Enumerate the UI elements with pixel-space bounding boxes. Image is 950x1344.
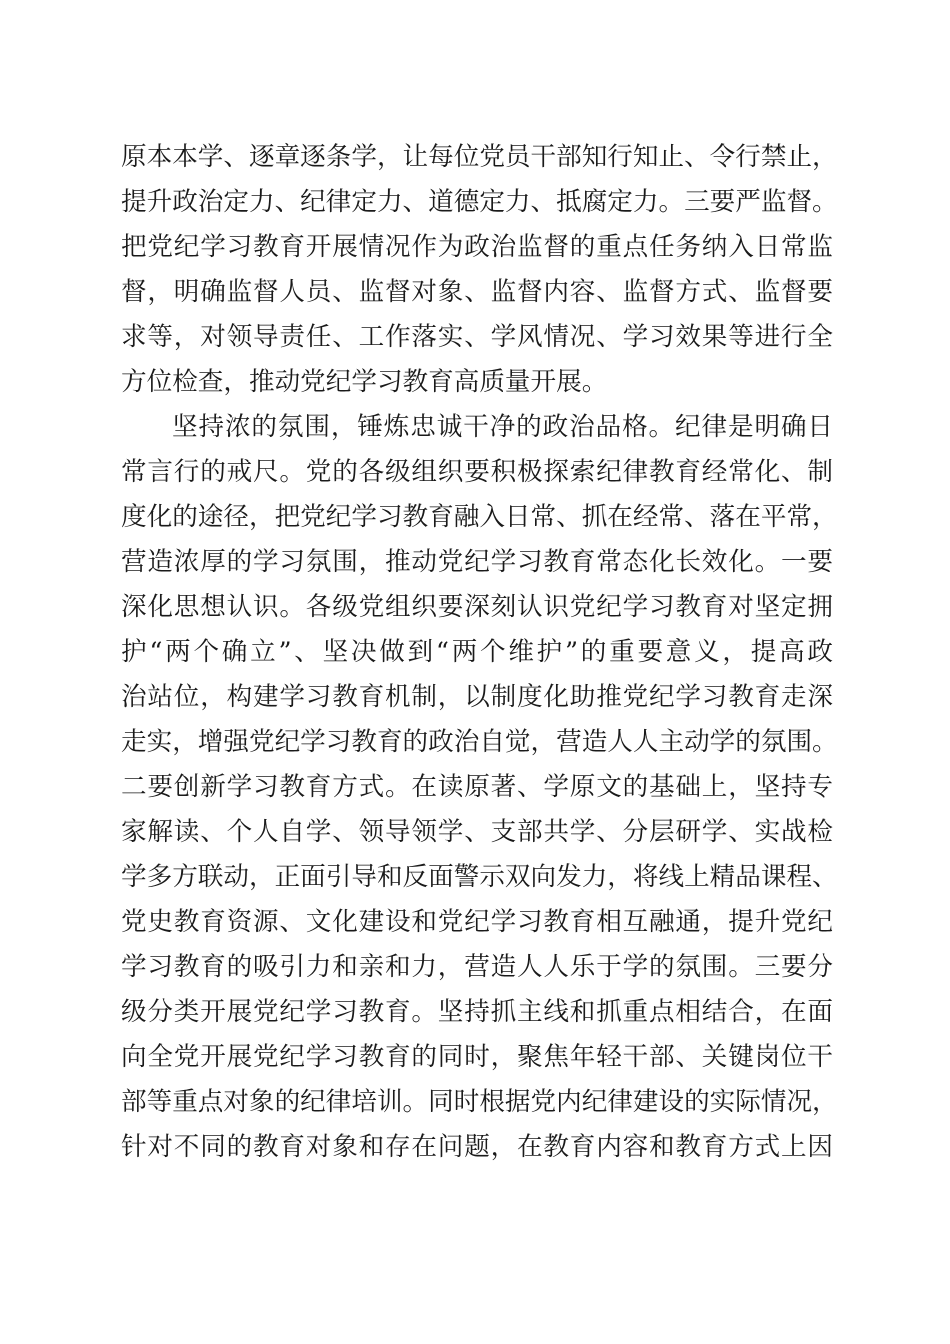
paragraph-1 [121,135,838,405]
paragraph-line: 部等重点对象的纪律培训。同时根据党内纪律建设的实际情况， [121,1087,838,1117]
paragraph-line: 党史教育资源、文化建设和党纪学习教育相互融通，提升党纪 [121,907,833,937]
paragraph-line: 常言行的戒尺。党的各级组织要积极探索纪律教育经常化、制 [121,457,833,487]
paragraph-line: 走实，增强党纪学习教育的政治自觉，营造人人主动学的氛围。 [121,727,838,757]
paragraph-line: 二要创新学习教育方式。在读原著、学原文的基础上，坚持专 [121,772,833,802]
paragraph-line: 提升政治定力、纪律定力、道德定力、抵腐定力。三要严监督。 [121,187,838,217]
paragraph-line: 把党纪学习教育开展情况作为政治监督的重点任务纳入日常监 [121,232,833,262]
paragraph-line: 学多方联动，正面引导和反面警示双向发力，将线上精品课程、 [121,862,838,892]
paragraph-line: 深化思想认识。各级党组织要深刻认识党纪学习教育对坚定拥 [121,592,833,622]
paragraph-line: 护“两个确立”、坚决做到“两个维护”的重要意义，提高政 [121,637,833,667]
paragraph-line: 级分类开展党纪学习教育。坚持抓主线和抓重点相结合，在面 [121,997,833,1027]
document-body [121,135,838,1170]
paragraph-line: 营造浓厚的学习氛围，推动党纪学习教育常态化长效化。一要 [121,547,833,577]
paragraph-line: 向全党开展党纪学习教育的同时，聚焦年轻干部、关键岗位干 [121,1042,833,1072]
paragraph-line: 原本本学、逐章逐条学，让每位党员干部知行知止、令行禁止， [121,142,838,172]
paragraph-line: 治站位，构建学习教育机制，以制度化助推党纪学习教育走深 [121,682,833,712]
paragraph-line: 督，明确监督人员、监督对象、监督内容、监督方式、监督要 [121,277,833,307]
paragraph-line: 针对不同的教育对象和存在问题，在教育内容和教育方式上因 [121,1132,833,1162]
paragraph-line: 度化的途径，把党纪学习教育融入日常、抓在经常、落在平常， [121,502,838,532]
paragraph-line: 坚持浓的氛围，锤炼忠诚干净的政治品格。纪律是明确日 [172,412,833,442]
paragraph-2 [121,405,838,1170]
paragraph-line: 方位检查，推动党纪学习教育高质量开展。 [121,367,608,397]
paragraph-line: 学习教育的吸引力和亲和力，营造人人乐于学的氛围。三要分 [121,952,833,982]
paragraph-line: 求等，对领导责任、工作落实、学风情况、学习效果等进行全 [121,322,833,352]
paragraph-line: 家解读、个人自学、领导领学、支部共学、分层研学、实战检 [121,817,833,847]
